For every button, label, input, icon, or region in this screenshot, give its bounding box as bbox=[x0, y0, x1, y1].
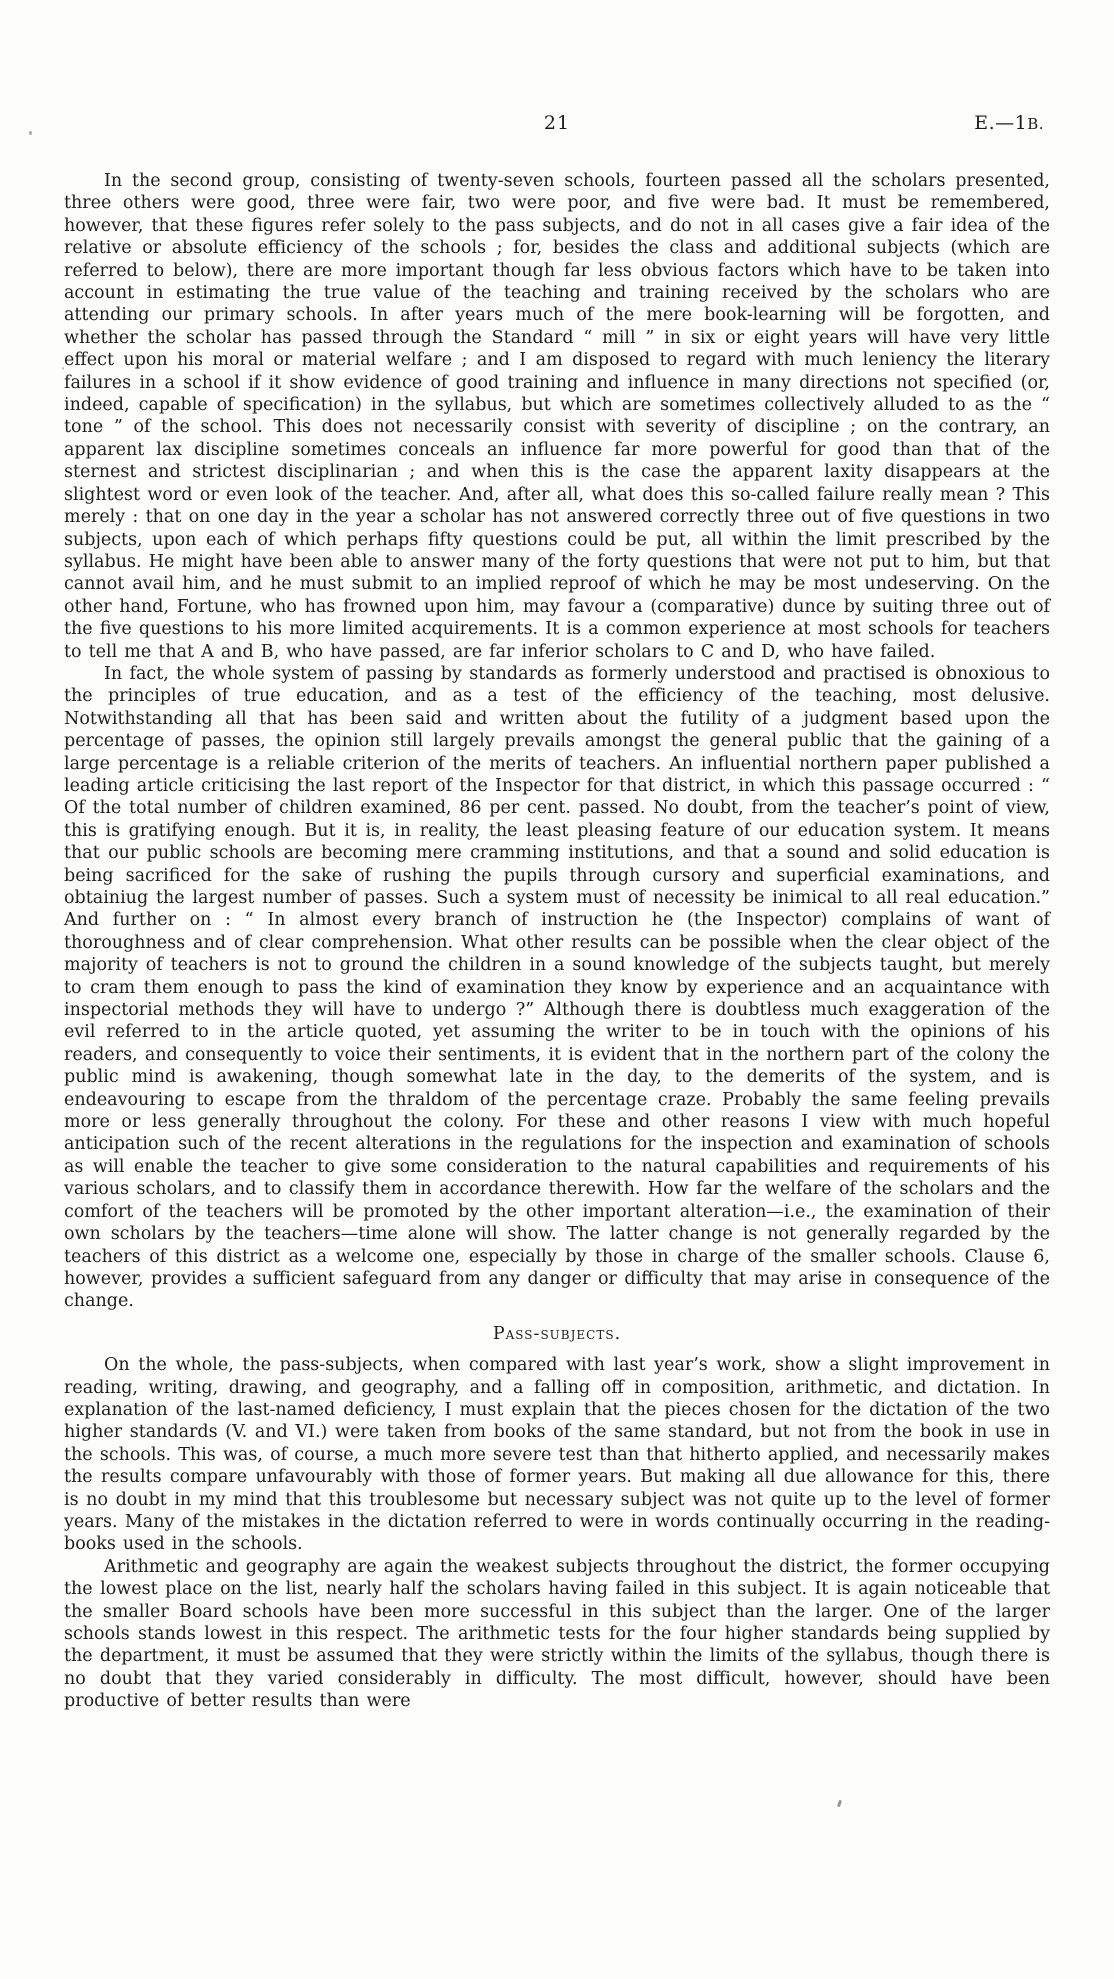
paragraph-passing-by-standards: In fact, the whole system of passing by standards as formerly understood and practised is obnoxious to the principles of true education, and as a test of the efficiency of the teaching, most delusive. Notwithstanding all that has been said and written about the futility of a judgment based upon the percentage of passes, the opinion still largely prevails amongst the general public that the gaining of a large percentage is a reliable criterion of the merits of teachers. An influential northern paper published a leading article criticising the last report of the Inspector for that district, in which this passage occurred : “ Of the total number of children examined, 86 per cent. passed. No doubt, from the teacher’s point of view, this is gratifying enough. But it is, in reality, the least pleasing feature of our education system. It means that our public schools are becoming mere cramming institutions, and that a sound and solid education is being sacrificed for the sake of rushing the pupils through cursory and superficial examinations, and obtainiug the largest number of passes. Such a system must of necessity be inimical to all real education.” And further on : “ In almost every branch of instruction he (the Inspector) complains of want of thoroughness and of clear comprehension. What other results can be possible when the clear object of the majority of teachers is not to ground the children in a sound knowledge of the subjects taught, but merely to cram them enough to pass the kind of examination they know by experience and an acquaintance with inspectorial methods they will have to undergo ?” Although there is doubtless much exaggeration of the evil referred to in the article quoted, yet assuming the writer to be in touch with the opinions of his readers, and consequently to voice their sentiments, it is evident that in the northern part of the colony the public mind is awakening, though somewhat late in the day, to the demerits of the system, and is endeavouring to escape from the thraldom of the percentage craze. Probably the same feeling prevails more or less generally throughout the colony. For these and other reasons I view with much hopeful anticipation such of the recent alterations in the regulations for the inspection and examination of schools as will enable the teacher to give some consideration to the natural capabilities and requirements of his various scholars, and to classify them in accordance therewith. How far the welfare of the scholars and the comfort of the teachers will be promoted by the other important alteration—i.e., the examination of their own scholars by the teachers—time alone will show. The latter change is not generally regarded by the teachers of this district as a welcome one, especially by those in charge of the smaller schools. Clause 6, however, provides a sufficient safeguard from any danger or difficulty that may arise in consequence of the change. bbox=[64, 663, 1050, 1312]
paragraph-second-group: In the second group, consisting of twenty-seven schools, fourteen passed all the scholars presented, three others were good, three were fair, two were poor, and five were bad. It must be remembered, however, that these figures refer solely to the pass subjects, and do not in all cases give a fair idea of the relative or absolute efficiency of the schools ; for, besides the class and additional subjects (which are referred to below), there are more important though far less obvious factors which have to be taken into account in estimating the true value of the teaching and training received by the scholars who are attending our primary schools. In after years much of the mere book-learning will be forgotten, and whether the scholar has passed through the Standard “ mill ” in six or eight years will have very little effect upon his moral or material welfare ; and I am disposed to regard with much leniency the literary failures in a school if it show evidence of good training and influence in many directions not specified (or, indeed, capable of specification) in the syllabus, but which are sometimes collectively alluded to as the “ tone ” of the school. This does not necessarily consist with severity of discipline ; on the contrary, an apparent lax discipline sometimes conceals an influence far more powerful for good than that of the sternest and strictest disciplinarian ; and when this is the case the apparent laxity disappears at the slightest word or even look of the teacher. And, after all, what does this so-called failure really mean ? This merely : that on one day in the year a scholar has not answered correctly three out of five questions in two subjects, upon each of which perhaps fifty questions could be put, all within the limit prescribed by the syllabus. He might have been able to answer many of the forty questions that were not put to him, but that cannot avail him, and he must submit to an implied reproof of which he may be most undeserving. On the other hand, Fortune, who has frowned upon him, may favour a (comparative) dunce by suiting three out of the five questions to his more limited acquirements. It is a common experience at most schools for teachers to tell me that A and B, who have passed, are far inferior scholars to C and D, who have failed. bbox=[64, 171, 1050, 662]
document-reference bbox=[974, 112, 1044, 134]
section-heading-pass-subjects: Pass-subjects. bbox=[492, 1323, 622, 1344]
paragraph-pass-subjects-comparison: On the whole, the pass-subjects, when compared with last year’s work, show a slight improvement in reading, writing, drawing, and geography, and a falling off in composition, arithmetic, and dictation. In explanation of the last-named deficiency, I must explain that the pieces chosen for the dictation of the two higher standards (V. and VI.) were taken from books of the same standard, but not from the book in use in the schools. This was, of course, a much more severe test than that hitherto applied, and necessarily makes the results compare unfavourably with those of former years. But making all due allowance for this, there is no doubt in my mind that this troublesome but necessary subject was not quite up to the level of former years. Many of the mistakes in the dictation referred to were in words continually occurring in the reading-books used in the schools. bbox=[64, 1355, 1050, 1555]
scan-speck bbox=[29, 131, 32, 135]
doc-ref-small-cap: B. bbox=[1027, 115, 1044, 133]
page-number: 21 bbox=[543, 112, 571, 134]
page-body bbox=[64, 170, 1050, 1713]
doc-ref-main: E.—1 bbox=[974, 112, 1028, 134]
scan-speck bbox=[837, 1800, 842, 1808]
paragraph-arithmetic-geography: Arithmetic and geography are again the weakest subjects throughout the district, the former occupying the lowest place on the list, nearly half the scholars having failed in this subject. It is again noticeable that the smaller Board schools have been more successful in this subject than the larger. One of the larger schools stands lowest in this respect. The arithmetic tests for the four higher standards being supplied by the department, it must be assumed that they were strictly within the limits of the syllabus, though there is no doubt that they varied considerably in difficulty. The most difficult, however, should have been productive of better results than were bbox=[64, 1556, 1050, 1712]
scan-speck bbox=[62, 367, 64, 370]
page-header bbox=[64, 112, 1050, 142]
